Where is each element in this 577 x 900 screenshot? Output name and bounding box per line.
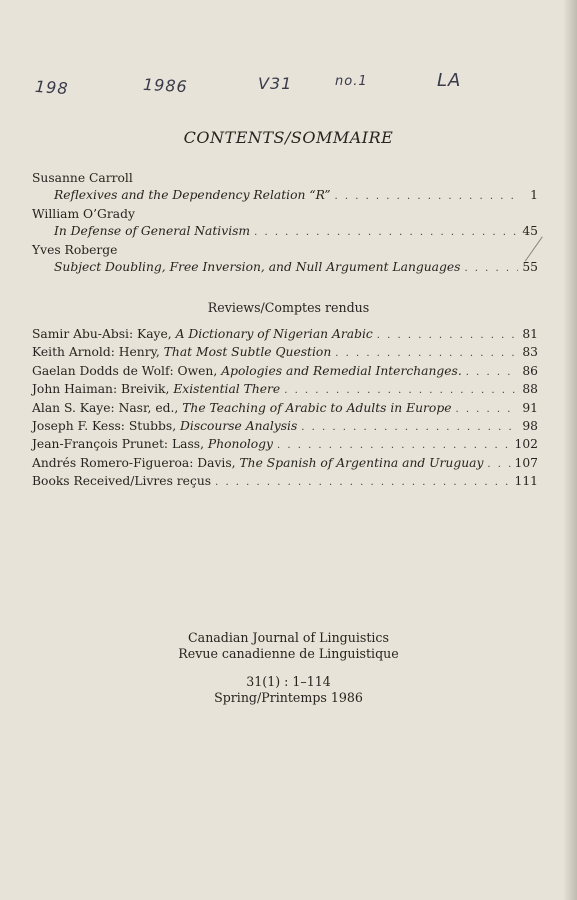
page-number: 86: [522, 363, 538, 378]
journal-name-fr: Revue canadienne de Linguistique: [178, 646, 399, 661]
handwritten-note: no.1: [335, 74, 368, 89]
review-title: The Spanish of Argentina and Uruguay: [239, 455, 484, 470]
article-author: William O’Grady: [32, 206, 135, 221]
toc-entry[interactable]: [32, 259, 538, 277]
articles-list: [32, 170, 538, 277]
handwritten-note: 1986: [142, 74, 189, 97]
review-title: Apologies and Remedial Interchanges.: [221, 363, 462, 378]
leader-dots: [215, 474, 510, 491]
leader-dots: [466, 364, 518, 381]
review-title: Phonology: [207, 437, 273, 452]
review-author: Gaelan Dodds de Wolf: Owen,: [32, 363, 222, 378]
books-received-label: Books Received/Livres reçus: [32, 474, 212, 489]
review-author: Keith Arnold: Henry,: [32, 345, 164, 360]
review-author: Samir Abu-Absi: Kaye,: [32, 327, 176, 341]
page-number: 45: [522, 224, 538, 239]
journal-name-block: [0, 630, 577, 662]
reviews-heading: Reviews/Comptes rendus: [207, 300, 370, 315]
review-title: Discourse Analysis: [180, 419, 298, 434]
article-title: In Defense of General Nativism: [54, 224, 251, 239]
toc-entry[interactable]: [32, 400, 538, 418]
page-number: 83: [522, 345, 538, 360]
review-author: John Haiman: Breivik,: [32, 382, 174, 397]
leader-dots: [335, 345, 518, 362]
review-title: Existential There: [173, 382, 281, 397]
leader-dots: [254, 224, 518, 241]
reviews-list: [32, 326, 538, 492]
page-number: 88: [522, 382, 538, 397]
article-author: Susanne Carroll: [32, 171, 133, 185]
leader-dots: [464, 260, 518, 277]
handwritten-note: V31: [258, 74, 293, 93]
leader-dots: [455, 401, 518, 418]
article-author: Yves Roberge: [32, 242, 118, 257]
leader-dots: [377, 327, 518, 344]
leader-dots: [284, 382, 518, 399]
leader-dots: [335, 188, 519, 205]
toc-entry[interactable]: [32, 455, 538, 473]
issue-number: 31(1) : 1–114: [246, 674, 331, 689]
toc-entry[interactable]: [32, 223, 538, 241]
toc-entry[interactable]: [32, 418, 538, 436]
page-number: 1: [530, 188, 538, 203]
page-number: 98: [522, 419, 538, 434]
page-number: 91: [522, 400, 538, 415]
handwritten-note: 198: [34, 76, 70, 99]
issue-season: Spring/Printemps 1986: [214, 690, 363, 705]
review-author: Joseph F. Kess: Stubbs,: [32, 419, 181, 434]
review-author: Jean-François Prunet: Lass,: [32, 437, 208, 452]
leader-dots: [301, 419, 518, 436]
article-title: Subject Doubling, Free Inversion, and Null Argument Languages: [54, 260, 461, 275]
page-number: 107: [514, 455, 538, 470]
review-title: The Teaching of Arabic to Adults in Europe: [182, 400, 452, 415]
review-author: Andrés Romero-Figueroa: Davis,: [32, 455, 240, 470]
review-title: That Most Subtle Question: [163, 345, 332, 360]
toc-entry[interactable]: [32, 381, 538, 399]
leader-dots: [277, 437, 511, 454]
toc-entry[interactable]: [32, 436, 538, 454]
journal-name-en: Canadian Journal of Linguistics: [188, 630, 389, 645]
review-author: Alan S. Kaye: Nasr, ed.,: [32, 400, 183, 415]
handwritten-call-number: [0, 70, 577, 100]
leader-dots: [487, 456, 510, 473]
toc-entry[interactable]: [32, 344, 538, 362]
page-number: 102: [514, 437, 538, 452]
toc-entry[interactable]: [32, 363, 538, 381]
toc-entry[interactable]: [32, 326, 538, 344]
toc-entry[interactable]: [32, 473, 538, 491]
article-title: Reflexives and the Dependency Relation “R”: [54, 188, 331, 203]
page-number: 55: [522, 260, 538, 275]
page-number: 81: [522, 327, 538, 341]
page-number: 111: [514, 474, 538, 489]
contents-title: CONTENTS/SOMMAIRE: [183, 128, 394, 147]
issue-block: [0, 674, 577, 706]
review-title: A Dictionary of Nigerian Arabic: [175, 327, 373, 341]
handwritten-note: LA: [437, 70, 462, 91]
toc-entry[interactable]: [32, 187, 538, 205]
